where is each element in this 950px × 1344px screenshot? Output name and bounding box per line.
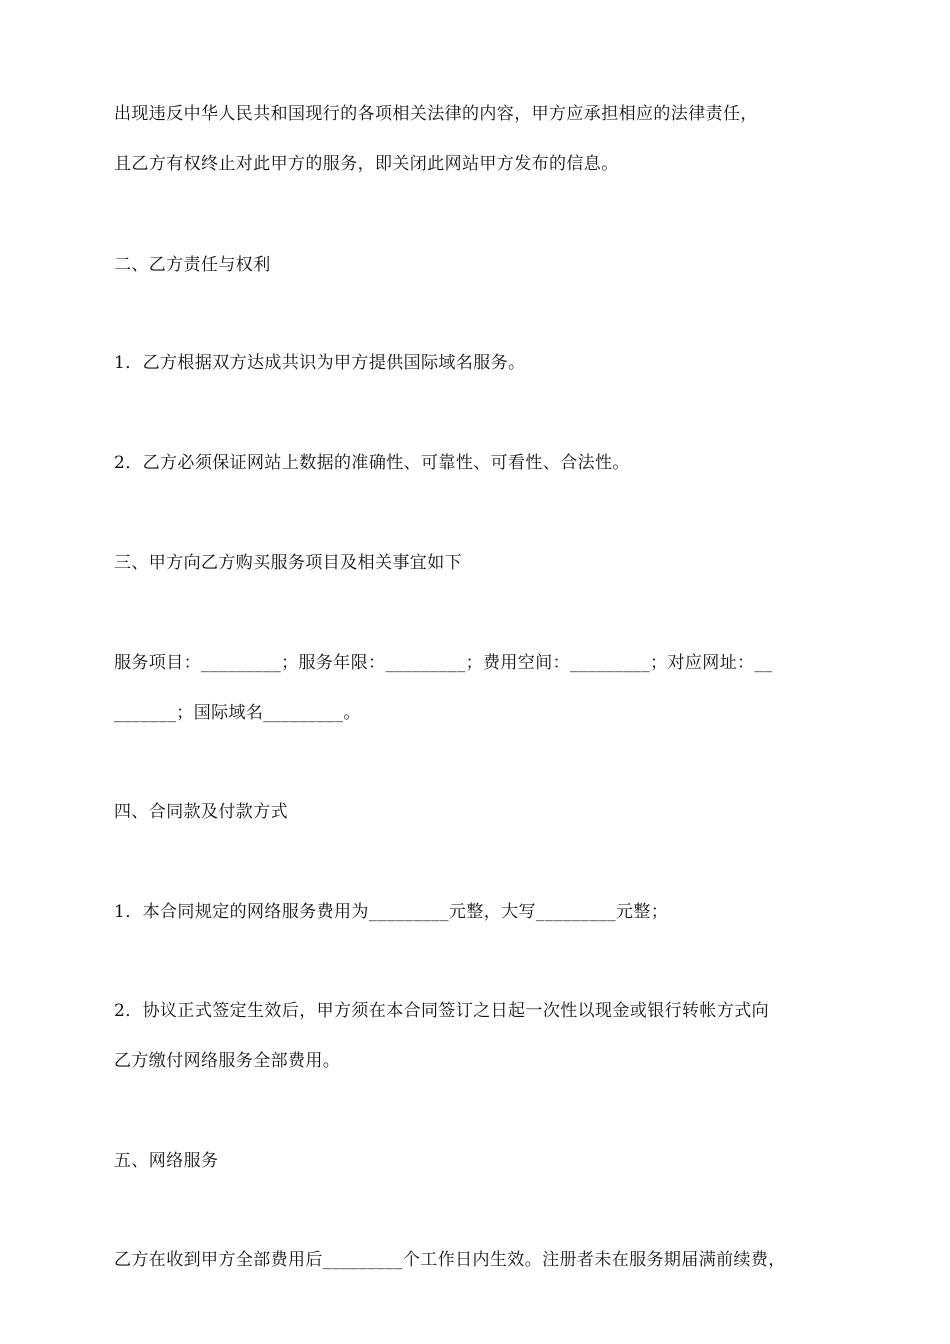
clause-item: 1．本合同规定的网络服务费用为_________元整，大写_________元整；	[114, 902, 669, 922]
section-heading: 四、合同款及付款方式	[114, 802, 288, 822]
paragraph-line: 乙方缴付网络服务全部费用。	[114, 1051, 341, 1071]
paragraph-line: 出现违反中华人民共和国现行的各项相关法律的内容，甲方应承担相应的法律责任，	[114, 104, 758, 124]
clause-item: 2．乙方必须保证网站上数据的准确性、可靠性、可看性、合法性。	[114, 453, 630, 473]
paragraph-line: 且乙方有权终止对此甲方的服务，即关闭此网站甲方发布的信息。	[114, 154, 619, 174]
section-heading: 五、网络服务	[114, 1151, 219, 1171]
section-heading: 三、甲方向乙方购买服务项目及相关事宜如下	[114, 553, 462, 573]
section-heading: 二、乙方责任与权利	[114, 255, 271, 275]
paragraph-line: 乙方在收到甲方全部费用后_________个工作日内生效。注册者未在服务期届满前续费，	[114, 1250, 786, 1270]
paragraph-line: _______；国际域名_________。	[114, 703, 361, 723]
paragraph-line: 服务项目：_________；服务年限：_________；费用空间：_________；对应网址：__	[114, 653, 773, 673]
clause-item: 1．乙方根据双方达成共识为甲方提供国际域名服务。	[114, 353, 526, 373]
clause-item: 2．协议正式签定生效后，甲方须在本合同签订之日起一次性以现金或银行转帐方式向	[114, 1001, 770, 1021]
